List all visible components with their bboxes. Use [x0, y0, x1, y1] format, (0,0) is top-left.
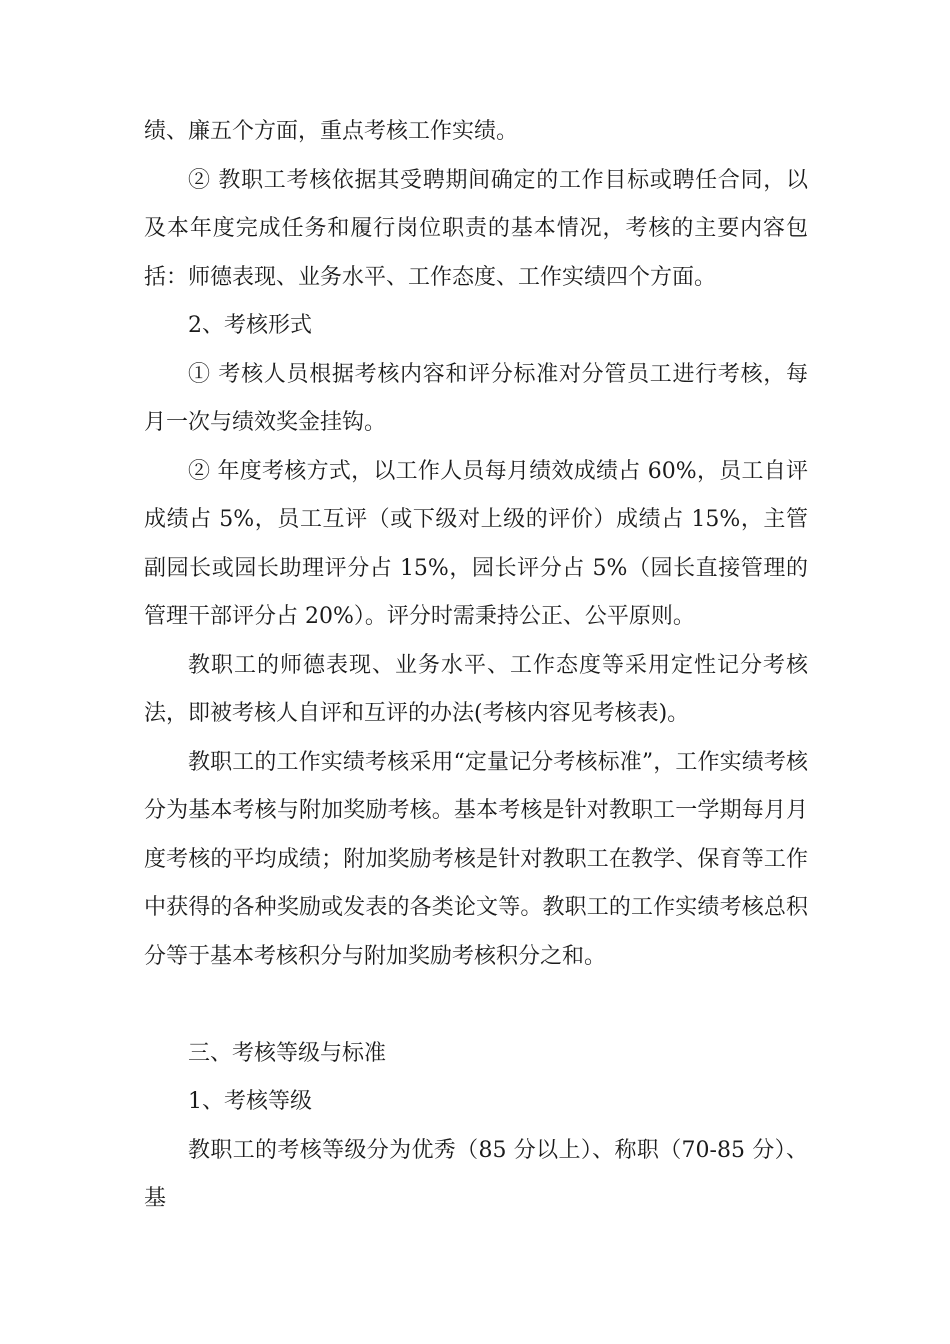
paragraph-annual-assessment: ② 年度考核方式，以工作人员每月绩效成绩占 60%，员工自评成绩占 5%，员工互评（或下级对上级的评价）成绩占 15%，主管副园长或园长助理评分占 15%，园长评分占 5%（园长直接管理的管理干部评分占 20%）。评分时需秉持公正、公平原则。 — [144, 458, 808, 629]
paragraph-monthly-assessment: ① 考核人员根据考核内容和评分标准对分管员工进行考核，每月一次与绩效奖金挂钩。 — [144, 361, 808, 435]
blank-line — [144, 981, 808, 1030]
document-body — [144, 108, 808, 1224]
paragraph-continuation: 绩、廉五个方面，重点考核工作实绩。 — [144, 119, 519, 144]
heading-grades-and-standards: 三、考核等级与标准 — [188, 1040, 387, 1066]
paragraph-assessment-basis: ② 教职工考核依据其受聘期间确定的工作目标或聘任合同，以及本年度完成任务和履行岗位职责的基本情况，考核的主要内容包括：师德表现、业务水平、工作态度、工作实绩四个方面。 — [144, 167, 808, 290]
heading-assessment-grades: 1、考核等级 — [188, 1089, 312, 1114]
paragraph-grade-levels: 教职工的考核等级分为优秀（85 分以上）、称职（70-85 分）、基 — [144, 1137, 808, 1211]
paragraph-qualitative-scoring: 教职工的师德表现、业务水平、工作态度等采用定性记分考核法，即被考核人自评和互评的办法(考核内容见考核表)。 — [144, 652, 808, 726]
heading-assessment-form: 2、考核形式 — [188, 313, 312, 338]
paragraph-quantitative-scoring: 教职工的工作实绩考核采用“定量记分考核标准”，工作实绩考核分为基本考核与附加奖励考核。基本考核是针对教职工一学期每月月度考核的平均成绩；附加奖励考核是针对教职工在教学、保育等工作中获得的各种奖励或发表的各类论文等。教职工的工作实绩考核总积分等于基本考核积分与附加奖励考核积分之和。 — [144, 749, 808, 969]
